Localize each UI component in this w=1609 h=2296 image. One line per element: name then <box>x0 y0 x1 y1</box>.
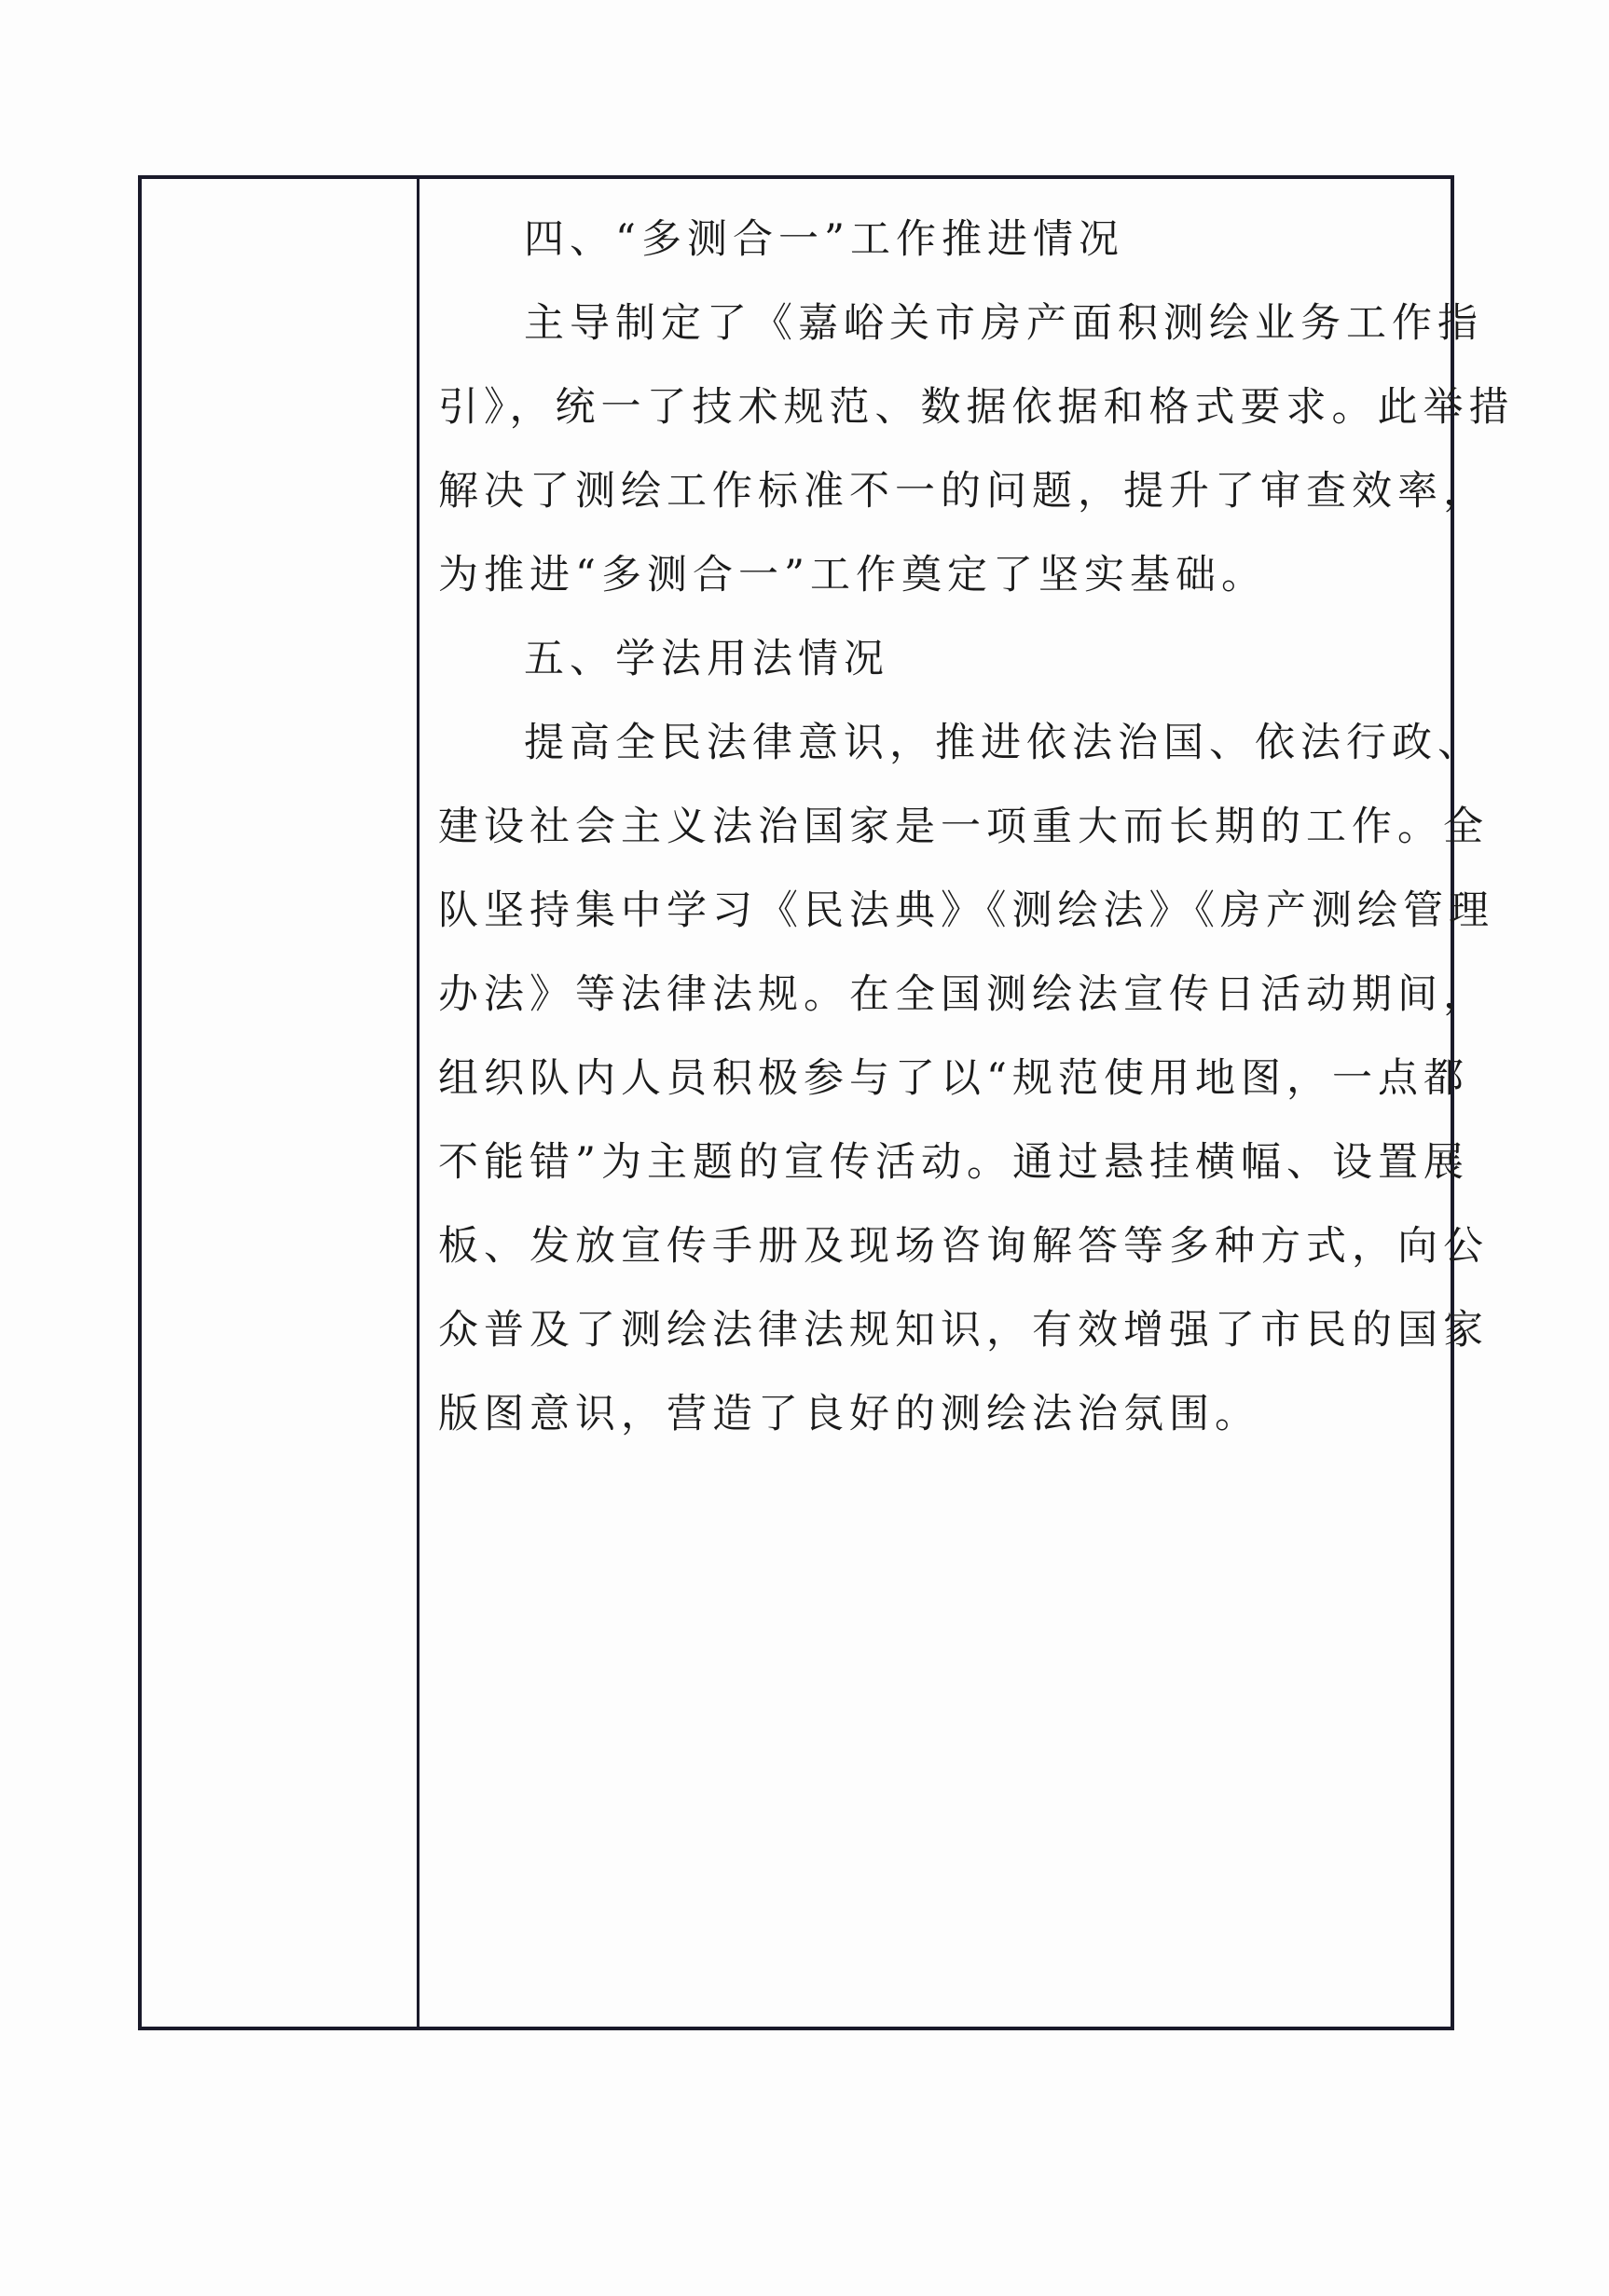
paragraph-line: 组织队内人员积极参与了以“规范使用地图，一点都 <box>438 1055 1469 1102</box>
paragraph-line: 提高全民法律意识，推进依法治国、依法行政、 <box>524 720 1483 766</box>
paragraph-line: 主导制定了《嘉峪关市房产面积测绘业务工作指 <box>524 300 1483 347</box>
paragraph-line: 办法》等法律法规。在全国测绘法宣传日活动期间， <box>438 971 1489 1018</box>
label-column <box>142 179 419 2027</box>
paragraph-line: 板、发放宣传手册及现场咨询解答等多种方式，向公 <box>438 1223 1489 1270</box>
section-heading: 五、学法用法情况 <box>524 636 889 682</box>
form-table <box>138 175 1515 2030</box>
paragraph-line: 众普及了测绘法律法规知识，有效增强了市民的国家 <box>438 1307 1489 1354</box>
paragraph-line: 建设社会主义法治国家是一项重大而长期的工作。全 <box>438 804 1489 850</box>
content-cell <box>419 179 1515 2027</box>
section-heading: 四、“多测合一”工作推进情况 <box>524 216 1124 263</box>
paragraph-line: 不能错”为主题的宣传活动。通过悬挂横幅、设置展 <box>438 1139 1469 1186</box>
paragraph-line: 为推进“多测合一”工作奠定了坚实基础。 <box>438 552 1267 598</box>
paragraph-line: 版图意识，营造了良好的测绘法治氛围。 <box>438 1391 1260 1437</box>
paragraph-line: 引》，统一了技术规范、数据依据和格式要求。此举措 <box>438 384 1515 431</box>
paragraph-line: 解决了测绘工作标准不一的问题，提升了审查效率， <box>438 468 1489 515</box>
paragraph-line: 队坚持集中学习《民法典》《测绘法》《房产测绘管理 <box>438 887 1494 934</box>
